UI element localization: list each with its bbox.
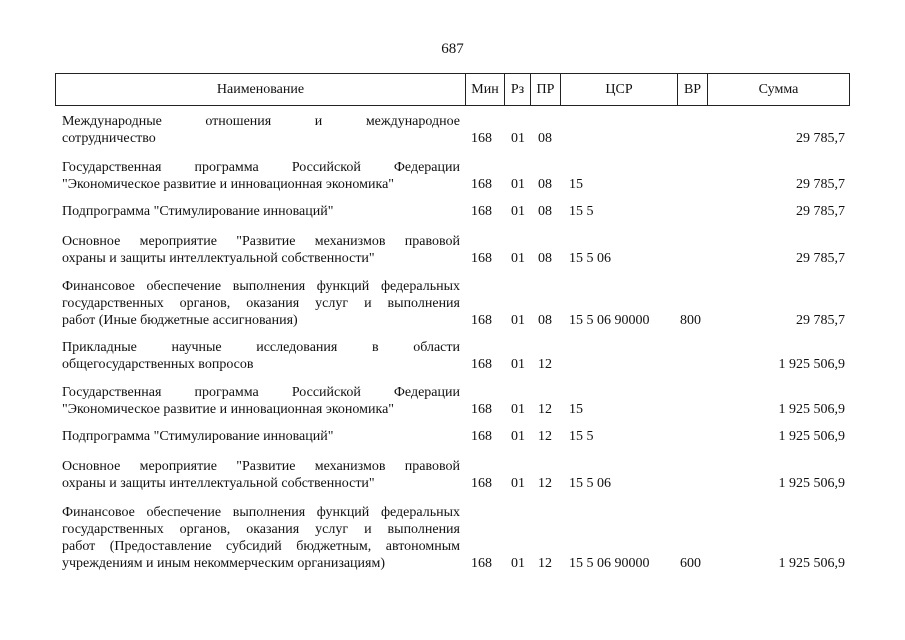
row-name-line: Финансовое обеспечение выполнения функций федеральных (62, 279, 460, 294)
cell-rz: 01 (511, 177, 525, 192)
row-name-line: общегосударственных вопросов (62, 357, 254, 372)
cell-sum: 29 785,7 (796, 177, 845, 192)
cell-min: 168 (471, 204, 492, 219)
cell-pr: 12 (538, 402, 552, 417)
cell-min: 168 (471, 429, 492, 444)
row-name (62, 203, 460, 220)
row-name-line: работ (Иные бюджетные ассигнования) (62, 313, 298, 328)
cell-csr: 15 5 (569, 204, 594, 219)
header-sum: Сумма (758, 82, 799, 97)
cell-pr: 08 (538, 251, 552, 266)
cell-min: 168 (471, 131, 492, 146)
cell-rz: 01 (511, 204, 525, 219)
page-number: 687 (441, 41, 464, 57)
row-name-line: Международные отношения и международное (62, 114, 460, 129)
row-name (62, 428, 460, 445)
cell-sum: 29 785,7 (796, 131, 845, 146)
row-name-line: Подпрограмма "Стимулирование инноваций" (62, 204, 334, 219)
cell-rz: 01 (511, 251, 525, 266)
cell-rz: 01 (511, 131, 525, 146)
row-name-line: охраны и защиты интеллектуальной собственности" (62, 251, 375, 266)
cell-csr: 15 5 06 90000 (569, 313, 650, 328)
cell-pr: 12 (538, 476, 552, 491)
row-name-line: "Экономическое развитие и инновационная экономика" (62, 177, 395, 192)
cell-sum: 1 925 506,9 (778, 402, 845, 417)
cell-pr: 08 (538, 204, 552, 219)
cell-min: 168 (471, 476, 492, 491)
cell-sum: 1 925 506,9 (778, 357, 845, 372)
table-header (55, 73, 850, 106)
header-name: Наименование (56, 74, 466, 105)
cell-min: 168 (471, 251, 492, 266)
cell-rz: 01 (511, 313, 525, 328)
row-name-line: учреждениям и иным некоммерческим организациям) (62, 556, 386, 571)
row-name-line: Подпрограмма "Стимулирование инноваций" (62, 429, 334, 444)
header-rz: Рз (505, 74, 531, 105)
cell-rz: 01 (511, 357, 525, 372)
cell-min: 168 (471, 556, 492, 571)
cell-sum: 1 925 506,9 (778, 429, 845, 444)
row-name-line: сотрудничество (62, 131, 156, 146)
header-min: Мин (466, 74, 505, 105)
cell-sum: 1 925 506,9 (778, 476, 845, 491)
row-name-line: Финансовое обеспечение выполнения функций федеральных (62, 505, 460, 520)
header-vr: ВР (678, 74, 708, 105)
row-name (62, 384, 460, 418)
cell-sum: 1 925 506,9 (778, 556, 845, 571)
cell-pr: 08 (538, 313, 552, 328)
cell-csr: 15 5 06 (569, 476, 611, 491)
cell-sum: 29 785,7 (796, 313, 845, 328)
row-name-line: Основное мероприятие "Развитие механизмов правовой (62, 234, 460, 249)
row-name-line: Основное мероприятие "Развитие механизмов правовой (62, 459, 460, 474)
header-csr: ЦСР (561, 74, 678, 105)
row-name-line: Прикладные научные исследования в области (62, 340, 460, 355)
cell-min: 168 (471, 357, 492, 372)
row-name-line: охраны и защиты интеллектуальной собственности" (62, 476, 375, 491)
row-name-line: Государственная программа Российской Федерации (62, 385, 460, 400)
cell-csr: 15 (569, 177, 583, 192)
row-name (62, 458, 460, 492)
row-name-line: "Экономическое развитие и инновационная экономика" (62, 402, 395, 417)
row-name-line: государственных органов, оказания услуг и выполнения (62, 522, 460, 537)
header-pr: ПР (531, 74, 561, 105)
cell-min: 168 (471, 177, 492, 192)
cell-rz: 01 (511, 556, 525, 571)
cell-csr: 15 5 06 90000 (569, 556, 650, 571)
row-name-line: работ (Предоставление субсидий бюджетным, автономным (62, 539, 460, 554)
row-name (62, 233, 460, 267)
cell-csr: 15 5 (569, 429, 594, 444)
cell-sum: 29 785,7 (796, 204, 845, 219)
cell-pr: 12 (538, 556, 552, 571)
cell-rz: 01 (511, 476, 525, 491)
cell-pr: 12 (538, 429, 552, 444)
row-name-line: государственных органов, оказания услуг и выполнения (62, 296, 460, 311)
cell-vr: 600 (680, 556, 701, 571)
row-name (62, 113, 460, 147)
cell-csr: 15 5 06 (569, 251, 611, 266)
cell-min: 168 (471, 402, 492, 417)
cell-csr: 15 (569, 402, 583, 417)
row-name (62, 504, 460, 572)
cell-min: 168 (471, 313, 492, 328)
cell-vr: 800 (680, 313, 701, 328)
cell-rz: 01 (511, 402, 525, 417)
cell-sum: 29 785,7 (796, 251, 845, 266)
row-name (62, 339, 460, 373)
row-name-line: Государственная программа Российской Федерации (62, 160, 460, 175)
cell-rz: 01 (511, 429, 525, 444)
cell-pr: 12 (538, 357, 552, 372)
row-name (62, 278, 460, 329)
row-name (62, 159, 460, 193)
cell-pr: 08 (538, 177, 552, 192)
cell-pr: 08 (538, 131, 552, 146)
